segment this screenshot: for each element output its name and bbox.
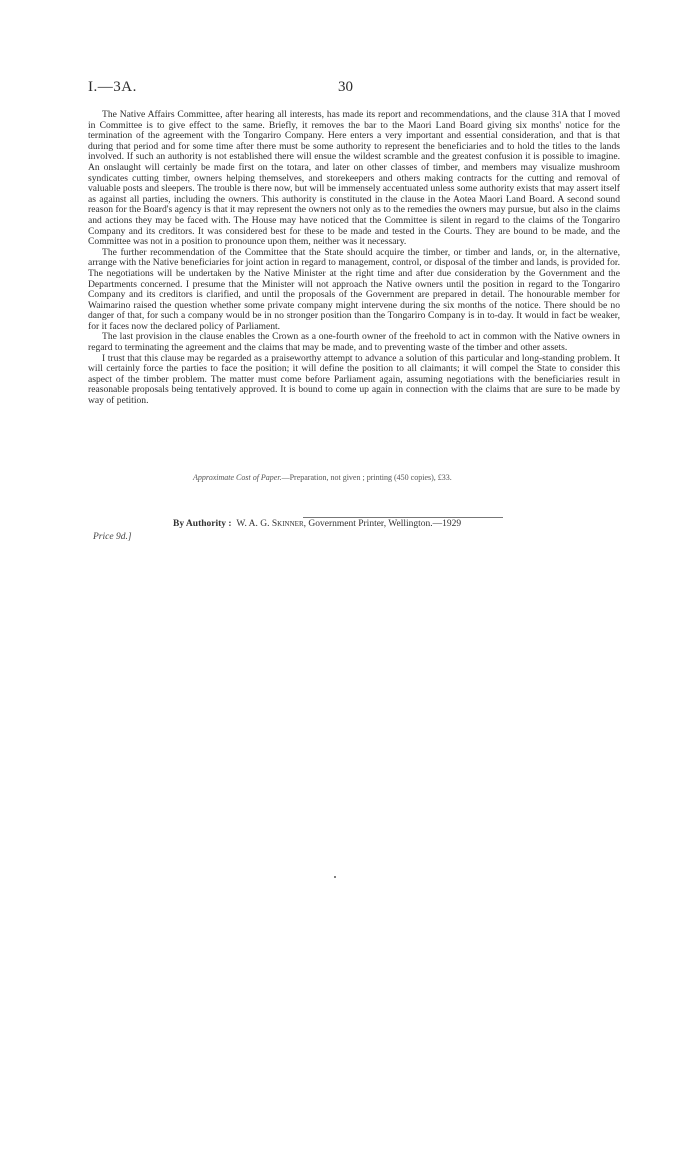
- cost-text: —Preparation, not given ; printing (450 copies), £33.: [281, 473, 452, 482]
- page-header: [88, 79, 620, 99]
- paragraph: I trust that this clause may be regarded as a praiseworthy attempt to advance a solution of this particular and long-standing problem. It will certainly force the parties to face the position; it will define the position to all claimants; it will compel the State to consider this aspect of the timber problem. The matter must come before Parliament again, assuming negotiations with the beneficiaries result in reasonable proposals being tentatively approved. It is bound to come up again in connection with the claims that are sure to be made by way of petition.: [88, 352, 620, 407]
- document-reference: I.—3A.: [88, 79, 137, 95]
- paragraph: The Native Affairs Committee, after hearing all interests, has made its report and recommendations, and the clause 31A that I moved in Committee is to give effect to the same. Briefly, it removes the bar to the Maori Land Board giving six months' notice for the termination of the agreement with the Tongariro Company. Here enters a very important and essential consideration, and that is that during that period and for some time after there must be some authority to represent the beneficiaries and to hold the titles to the lands involved. If such an authority is not established there will ensue the wildest scramble and the greatest confusion it is possible to imagine. An onslaught will certainly be made first on the totara, and later on other classes of timber, and members may visualize mushroom syndicates cutting timber, owners helping themselves, and storekeepers and others making contracts for the cutting and removal of valuable posts and sleepers. The trouble is there now, but will be immensely accentuated unless some authority exists that may assert itself as against all parties, including the owners. This authority is constituted in the clause in the Aotea Maori Land Board. A second sound reason for the Board's agency is that it may represent the owners not only as to the remedies the owners may pursue, but also in the claims and actions they may be faced with. The House may have noticed that the Committee is silent in regard to the claims of the Tongariro Company and its creditors. It was considered best for these to be made and tested in the Courts. They are bound to be made, and the Committee was not in a position to pronounce upon them, neither was it necessary.: [88, 109, 620, 248]
- price: Price 9d.]: [93, 532, 132, 542]
- body-text: [88, 110, 620, 407]
- divider: [303, 517, 503, 518]
- authority-label: By Authority :: [173, 519, 232, 529]
- printer-details: Government Printer, Wellington.—1929: [308, 519, 462, 529]
- paragraph: The last provision in the clause enables the Crown as a one-fourth owner of the freehold to act in common with the Native owners in regard to terminating the agreement and the claims that may be made, and to preventing waste of the timber and other assets.: [88, 331, 620, 354]
- cost-label: Approximate Cost of Paper.: [193, 473, 282, 482]
- printer-name: W. A. G. Skinner,: [236, 519, 306, 529]
- cost-note: [193, 473, 613, 482]
- page-number: 30: [338, 79, 353, 95]
- authority-line: [173, 519, 623, 529]
- page-speck: [334, 876, 336, 878]
- paragraph: The further recommendation of the Committee that the State should acquire the timber, or timber and lands, or, in the alternative, arrange with the Native beneficiaries for joint action in regard to management, control, or disposal of the timber and lands, is provided for. The negotiations will be undertaken by the Native Minister at the right time and after due consideration by the Government and the Departments concerned. I presume that the Minister will not approach the Native owners until the position in regard to the Tongariro Company and its creditors is clarified, and until the proposals of the Government are prepared in detail. The honourable member for Waimarino raised the question whether some private company might intervene during the six months of the notice. There should be no danger of that, for such a company would be in no stronger position than the Tongariro Company is in to-day. It would in fact be weaker, for it faces now the declared policy of Parliament.: [88, 246, 620, 332]
